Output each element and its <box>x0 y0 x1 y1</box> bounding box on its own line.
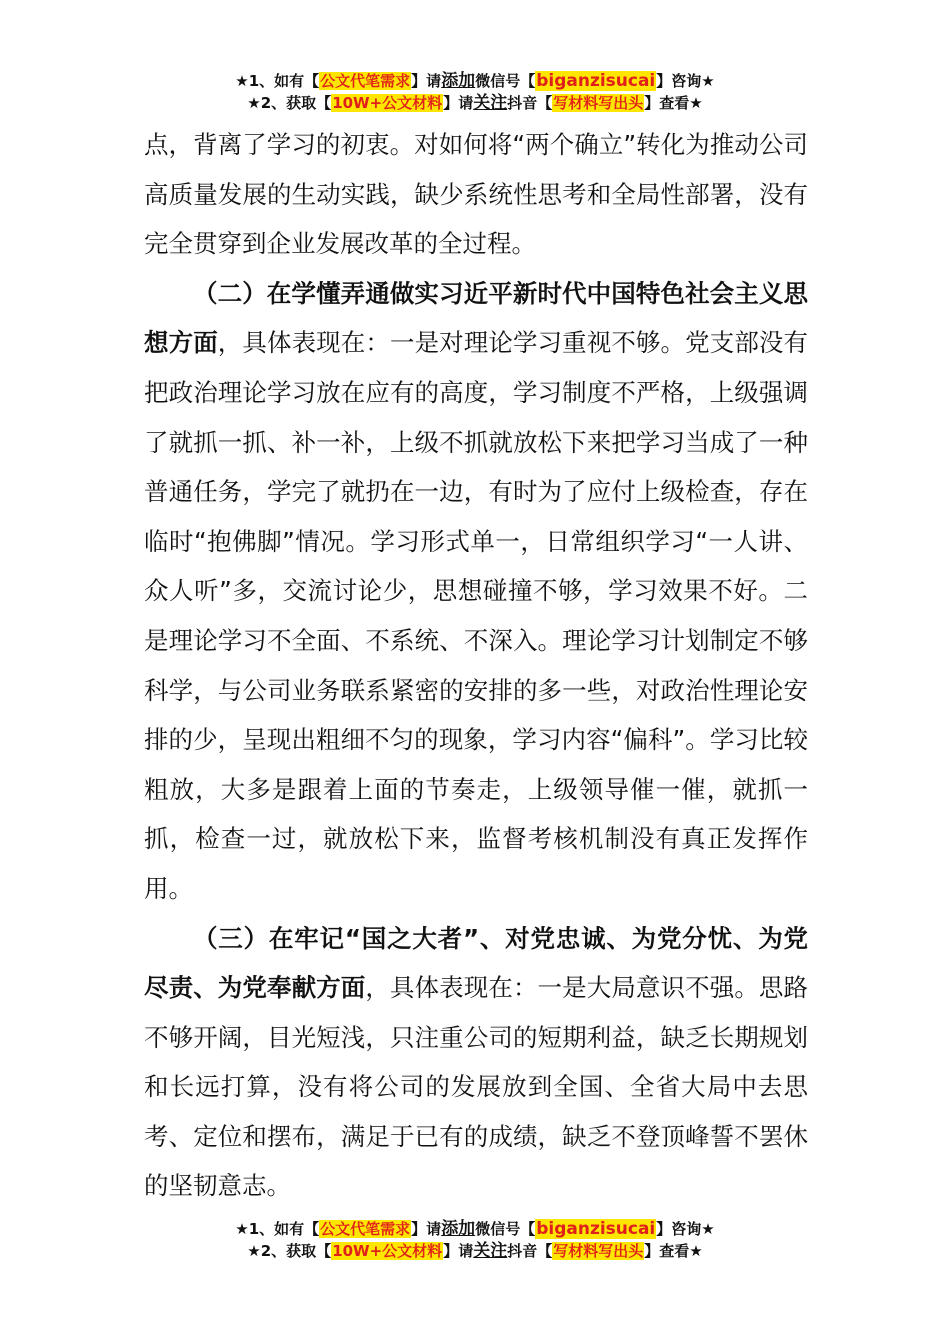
promo-text: 微信号【 <box>475 72 536 90</box>
promo-text: 】请 <box>443 94 474 112</box>
promo-text: ★1、如有【 <box>235 72 320 90</box>
section-heading-3: （三）在牢记“国之大者”、对党忠诚、为党分忧、为党尽责、为党奉献方面 <box>144 923 808 1003</box>
promo-text: 微信号【 <box>475 1220 536 1238</box>
promo-line-2 <box>0 1240 950 1262</box>
paragraph-1: 点，背离了学习的初衷。对如何将“两个确立”转化为推动公司高质量发展的生动实践，缺少系统性思考和全局性部署，没有完全贯穿到企业发展改革的全过程。 <box>144 130 808 259</box>
promo-douyin-id: 写材料写出头 <box>553 94 644 112</box>
promo-banner-bottom <box>0 1218 950 1262</box>
promo-banner-top <box>0 70 950 114</box>
promo-text: ★2、获取【 <box>247 94 332 112</box>
promo-wechat-id: biganzisucai <box>536 1219 656 1239</box>
promo-line-1 <box>0 1218 950 1240</box>
promo-underlined: 关注 <box>473 93 508 113</box>
promo-text: 抖音【 <box>507 94 553 112</box>
promo-text: 】请 <box>411 72 442 90</box>
promo-text: 】查看★ <box>644 94 703 112</box>
paragraph-3-text: ，具体表现在：一是大局意识不强。思路不够开阔，目光短浅，只注重公司的短期利益，缺乏长期规划和长远打算，没有将公司的发展放到全国、全省大局中去思考、定位和摆布，满足于已有的成绩，缺乏不登顶峰誓不罢休的坚韧意志。 <box>144 973 809 1201</box>
promo-text: 】查看★ <box>644 1242 703 1260</box>
promo-text: 抖音【 <box>507 1242 553 1260</box>
promo-text: 】请 <box>443 1242 474 1260</box>
promo-highlight: 公文代笔需求 <box>320 1220 411 1238</box>
promo-underlined: 添加 <box>441 71 476 91</box>
promo-wechat-id: biganzisucai <box>536 71 656 91</box>
promo-line-1 <box>0 70 950 92</box>
promo-highlight: 公文代笔需求 <box>320 72 411 90</box>
paragraph-3 <box>144 914 808 1212</box>
promo-text: ★2、获取【 <box>247 1242 332 1260</box>
section-heading-2: （二）在学懂弄通做实习近平新时代中国特色社会主义思想方面 <box>144 278 808 358</box>
promo-highlight: 10W+公文材料 <box>332 94 443 112</box>
promo-text: 】咨询★ <box>656 1220 715 1238</box>
promo-underlined: 关注 <box>473 1241 508 1261</box>
document-body <box>144 120 808 1211</box>
promo-line-2 <box>0 92 950 114</box>
paragraph-2-text: ，具体表现在：一是对理论学习重视不够。党支部没有把政治理论学习放在应有的高度，学习制度不严格，上级强调了就抓一抓、补一补，上级不抓就放松下来把学习当成了一种普通任务，学完了就扔在一边，有时为了应付上级检查，存在临时“抱佛脚”情况。学习形式单一，日常组织学习“一人讲、众人听”多，交流讨论少，思想碰撞不够，学习效果不好。二是理论学习不全面、不系统、不深入。理论学习计划制定不够科学，与公司业务联系紧密的安排的多一些，对政治性理论安排的少，呈现出粗细不匀的现象，学习内容“偏科”。学习比较粗放，大多是跟着上面的节奏走，上级领导催一催，就抓一抓，检查一过，就放松下来，监督考核机制没有真正发挥作用。 <box>144 328 809 903</box>
paragraph-2 <box>144 269 808 914</box>
promo-highlight: 10W+公文材料 <box>332 1242 443 1260</box>
promo-underlined: 添加 <box>441 1219 476 1239</box>
promo-text: ★1、如有【 <box>235 1220 320 1238</box>
promo-text: 】咨询★ <box>656 72 715 90</box>
promo-douyin-id: 写材料写出头 <box>553 1242 644 1260</box>
promo-text: 】请 <box>411 1220 442 1238</box>
